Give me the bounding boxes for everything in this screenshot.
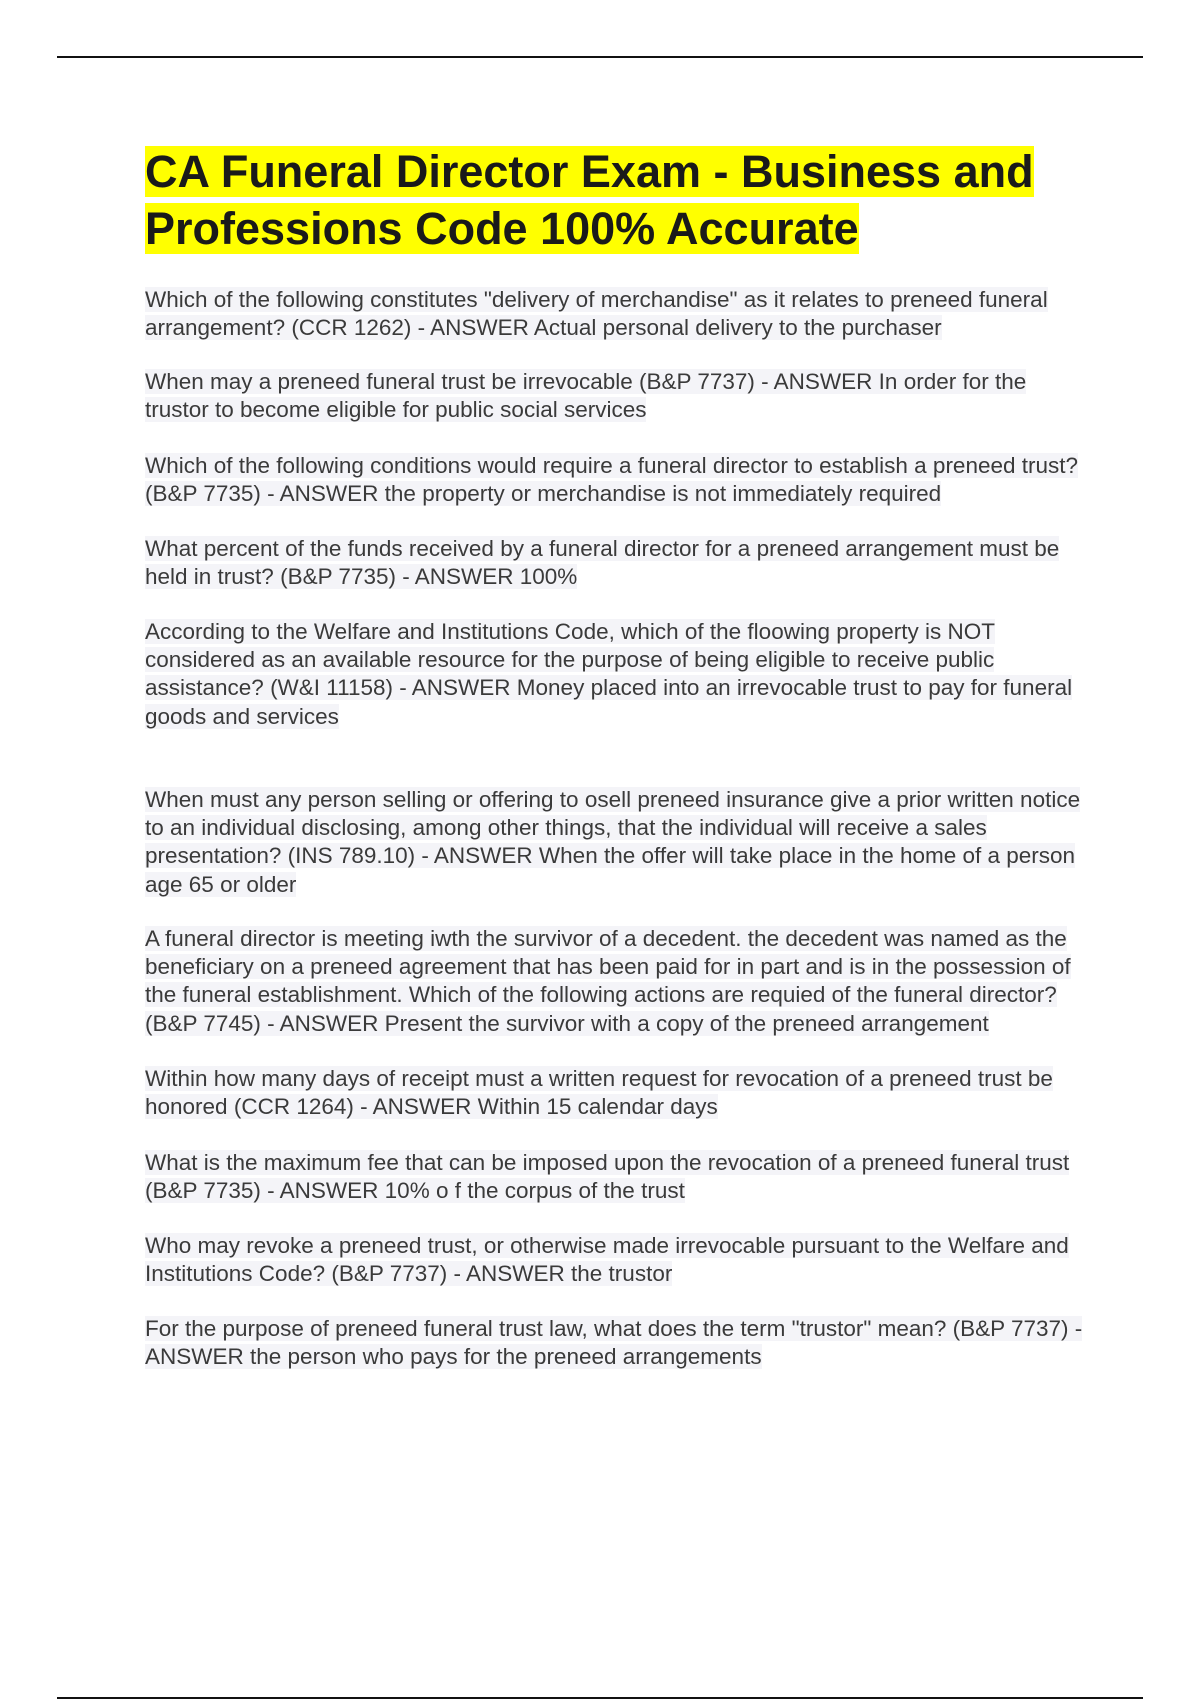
qa-item-text: When may a preneed funeral trust be irrevocable (B&P 7737) - ANSWER In order for the trustor to become eligible for public social services xyxy=(145,369,1027,423)
qa-item-text: For the purpose of preneed funeral trust law, what does the term "trustor" mean? (B&P 7737) - ANSWER the person who pays for the preneed arrangements xyxy=(145,1316,1083,1370)
qa-item xyxy=(145,1315,1090,1371)
qa-item-text: Which of the following constitutes "delivery of merchandise" as it relates to preneed funeral arrangement? (CCR 1262) - ANSWER Actual personal delivery to the purchaser xyxy=(145,287,1048,341)
qa-item xyxy=(145,286,1090,342)
qa-item-text: Which of the following conditions would require a funeral director to establish a preneed trust? (B&P 7735) - ANSWER the property or merchandise is not immediately required xyxy=(145,453,1079,507)
qa-item xyxy=(145,535,1090,591)
qa-item xyxy=(145,786,1090,899)
qa-item xyxy=(145,1149,1090,1205)
qa-item-text: Who may revoke a preneed trust, or otherwise made irrevocable pursuant to the Welfare and Institutions Code? (B&P 7737) - ANSWER the trustor xyxy=(145,1233,1069,1287)
qa-item xyxy=(145,925,1090,1038)
qa-item-text: What percent of the funds received by a funeral director for a preneed arrangement must be held in trust? (B&P 7735) - ANSWER 100% xyxy=(145,536,1060,590)
qa-item xyxy=(145,368,1090,424)
top-rule xyxy=(57,56,1143,58)
qa-item xyxy=(145,618,1090,731)
qa-item-text: According to the Welfare and Institutions Code, which of the floowing property is NOT considered as an available resource for the purpose of being eligible to receive public assistance? (W&I 11158) - ANSWER Money placed into an irrevocable trust to pay for funeral goods and services xyxy=(145,619,1073,729)
qa-item-text: When must any person selling or offering to osell preneed insurance give a prior written notice to an individual disclosing, among other things, that the individual will receive a sales presentation? (INS 789.10) - ANSWER When the offer will take place in the home of a person age 65 or older xyxy=(145,787,1081,897)
qa-item-text: What is the maximum fee that can be imposed upon the revocation of a preneed funeral trust (B&P 7735) - ANSWER 10% o f the corpus of the trust xyxy=(145,1150,1070,1204)
bottom-rule xyxy=(57,1697,1143,1699)
qa-item-text: Within how many days of receipt must a written request for revocation of a preneed trust be honored (CCR 1264) - ANSWER Within 15 calendar days xyxy=(145,1066,1053,1120)
qa-item xyxy=(145,1232,1090,1288)
document-title xyxy=(145,143,1085,257)
qa-item xyxy=(145,452,1090,508)
qa-item-text: A funeral director is meeting iwth the survivor of a decedent. the decedent was named as the beneficiary on a preneed agreement that has been paid for in part and is in the possession of the funeral establishment. Which of the following actions are requied of the funeral director? (B&P 7745) - ANSWER Present the survivor with a copy of the preneed arrangement xyxy=(145,926,1071,1036)
document-title-text: CA Funeral Director Exam - Business and Professions Code 100% Accurate xyxy=(145,146,1034,254)
qa-item xyxy=(145,1065,1090,1121)
